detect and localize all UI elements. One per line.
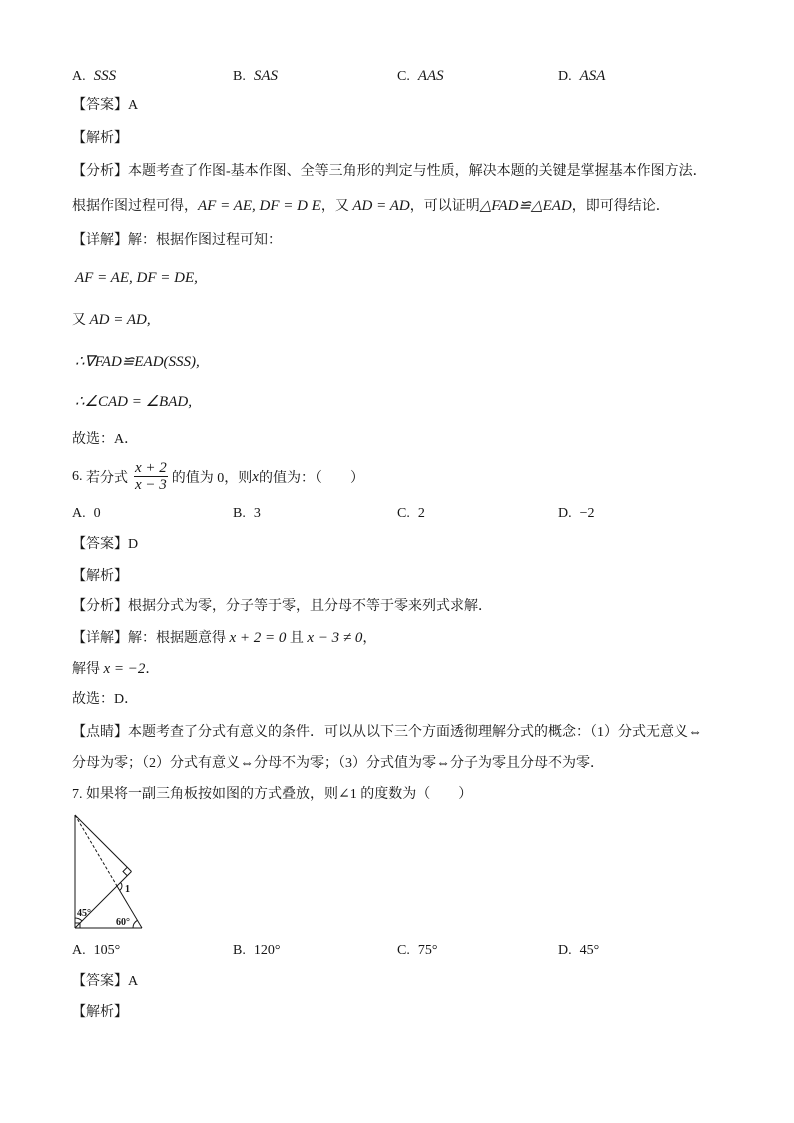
q6-option-a	[72, 505, 101, 523]
question-number: 7.	[72, 787, 83, 802]
math-segment: x	[252, 468, 259, 485]
fraction-numerator: x + 2	[135, 460, 167, 476]
q6-xiangjie	[72, 629, 376, 647]
answer-label: 【答案】	[72, 974, 128, 989]
option-value: 2	[417, 506, 425, 521]
q5-option-c	[397, 67, 444, 86]
q6-jiexi	[72, 568, 128, 586]
math-segment: AD = AD,	[89, 312, 151, 328]
text-segment: 且	[286, 631, 308, 646]
option-letter: D.	[558, 506, 572, 521]
dianjing-label: 【点睛】	[72, 725, 128, 740]
q7-jiexi	[72, 1004, 128, 1022]
conclusion-text: 故选：A．	[72, 432, 139, 447]
dianjing-text: 本题考查了分式有意义的条件．可以从以下三个方面透彻理解分式的概念：（1）分式无意义⇔	[128, 725, 702, 740]
jiexi-label: 【解析】	[72, 569, 128, 584]
jiexi-label: 【解析】	[72, 1005, 128, 1020]
option-letter: C.	[397, 943, 410, 958]
answer-label: 【答案】	[72, 98, 128, 113]
math-segment: x − 3 ≠ 0	[307, 630, 363, 646]
q6-fenxi	[72, 598, 492, 616]
q5-conclusion	[72, 431, 138, 449]
q7-options	[0, 942, 794, 960]
q5-step-2	[72, 311, 151, 329]
text-segment: ，	[362, 631, 377, 646]
option-letter: B.	[233, 506, 246, 521]
text-segment: 又	[72, 313, 90, 328]
text-segment: 根据作图过程可得，	[72, 199, 198, 214]
math-segment: △FAD≌△EAD	[479, 198, 572, 214]
q7-option-b	[233, 942, 280, 960]
fenxi-label: 【分析】	[72, 164, 128, 179]
fraction-denominator: x − 3	[135, 477, 167, 493]
answer-value: D	[128, 537, 139, 552]
q7-option-c	[397, 942, 437, 960]
q7-option-a	[72, 942, 120, 960]
math-segment: x + 2 = 0	[229, 630, 287, 646]
q6-dianjing-line2	[72, 755, 604, 773]
q5-options	[0, 67, 794, 85]
option-value: −2	[579, 506, 595, 521]
right-angle-mark-side	[123, 867, 127, 875]
q5-fenxi	[72, 163, 707, 181]
xiangjie-label: 【详解】	[72, 233, 128, 248]
option-value: SSS	[93, 68, 117, 84]
q6-option-d	[558, 505, 595, 523]
option-letter: D.	[558, 69, 572, 84]
option-letter: A.	[72, 943, 86, 958]
answer-value: A	[128, 98, 139, 113]
q5-jiexi	[72, 130, 128, 148]
option-letter: B.	[233, 69, 246, 84]
text-segment: ，可以证明	[409, 199, 480, 214]
q6-stem	[72, 459, 364, 495]
math-segment: AF = AE, DF = D E	[198, 198, 321, 214]
text-segment: ．	[145, 662, 160, 677]
option-letter: A.	[72, 506, 86, 521]
text-segment: ，又	[320, 199, 353, 214]
jiexi-label: 【解析】	[72, 131, 128, 146]
fenxi-label: 【分析】	[72, 599, 128, 614]
q6-conclusion	[72, 691, 138, 709]
fenxi-text: 根据分式为零，分子等于零，且分母不等于零来列式求解．	[128, 599, 492, 614]
q5-step-3	[75, 353, 200, 371]
q5-option-a	[72, 67, 116, 86]
text-segment: ，即可得结论．	[571, 199, 670, 214]
stem-text: 若分式	[86, 471, 128, 486]
xiangjie-label: 【详解】	[72, 631, 128, 646]
q5-xiangjie	[72, 232, 282, 250]
stem-text: 的值为：（ ）	[258, 471, 364, 486]
q6-dianjing	[72, 724, 702, 742]
answer-label: 【答案】	[72, 537, 128, 552]
q5-step-1	[75, 269, 198, 287]
q6-solve	[72, 660, 159, 678]
option-value: AAS	[417, 68, 444, 84]
angle-45-label: 45°	[77, 908, 91, 919]
q6-option-c	[397, 505, 425, 523]
math-segment: x = −2	[103, 661, 146, 677]
question-number: 6.	[72, 469, 83, 484]
stem-text: 如果将一副三角板按如图的方式叠放，则∠1 的度数为（ ）	[86, 787, 473, 802]
q5-option-b	[233, 67, 278, 86]
conclusion-text: 故选：D．	[72, 692, 139, 707]
option-value: 105°	[93, 943, 121, 958]
option-value: 45°	[579, 943, 600, 958]
q7-triangle-figure	[70, 810, 150, 935]
q5-fenxi-line2	[72, 197, 670, 215]
math-segment: AF = AE, DF = DE,	[75, 270, 198, 286]
stem-text: 的值为 0，则	[171, 471, 253, 486]
q7-stem	[72, 786, 472, 804]
q6-options	[0, 505, 794, 523]
q6-answer	[72, 536, 138, 554]
option-value: SAS	[253, 68, 279, 84]
dianjing-text: 分母为零；（2）分式有意义⇔分母不为零；（3）分式值为零⇔分子为零且分母不为零．	[72, 756, 604, 771]
angle-60-arc	[133, 920, 137, 928]
option-value: 120°	[253, 943, 281, 958]
option-letter: D.	[558, 943, 572, 958]
q7-option-d	[558, 942, 599, 960]
math-segment: ∴∠CAD = ∠BAD,	[75, 394, 192, 410]
angle-1-label: 1	[125, 884, 130, 895]
option-value: 75°	[417, 943, 438, 958]
option-value: 3	[253, 506, 261, 521]
q6-fraction	[134, 460, 168, 494]
angle-60-label: 60°	[116, 917, 130, 928]
q5-answer	[72, 97, 138, 115]
text-segment: 解得	[72, 662, 104, 677]
text-segment: 解：根据题意得	[128, 631, 230, 646]
xiangjie-text: 解：根据作图过程可知：	[128, 233, 282, 248]
answer-value: A	[128, 974, 139, 989]
option-value: ASA	[579, 68, 606, 84]
math-segment: AD = AD	[352, 198, 410, 214]
option-value: 0	[93, 506, 101, 521]
q7-answer	[72, 973, 138, 991]
fenxi-text: 本题考查了作图-基本作图、全等三角形的判定与性质，解决本题的关键是掌握基本作图方法．	[128, 164, 707, 179]
math-segment: ∴∇FAD≌EAD(SSS),	[75, 354, 200, 370]
q6-option-b	[233, 505, 261, 523]
q5-option-d	[558, 67, 605, 86]
option-letter: B.	[233, 943, 246, 958]
option-letter: C.	[397, 69, 410, 84]
option-letter: C.	[397, 506, 410, 521]
option-letter: A.	[72, 69, 86, 84]
q5-step-4	[75, 393, 192, 411]
